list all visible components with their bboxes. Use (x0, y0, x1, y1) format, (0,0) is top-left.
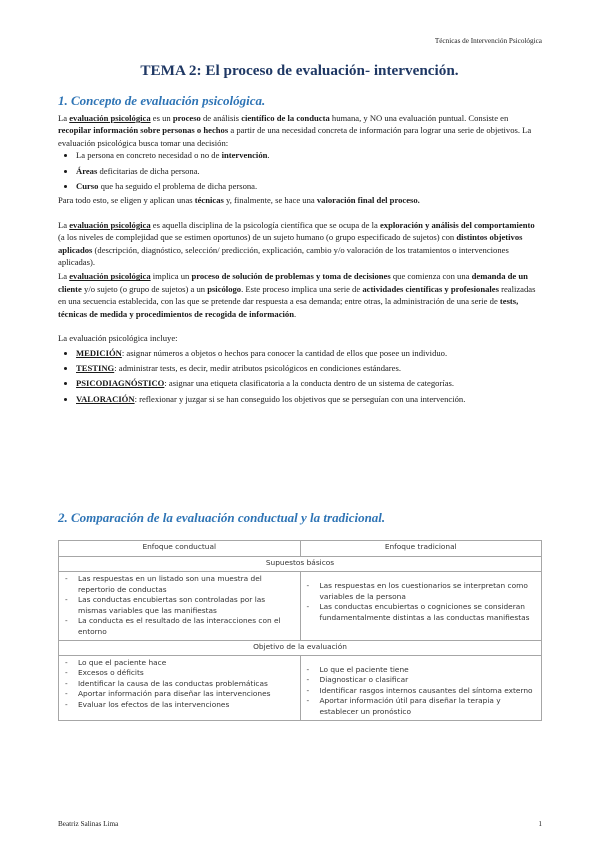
group-title: Objetivo de la evaluación (59, 640, 542, 655)
table-cell (300, 572, 542, 641)
running-header: Técnicas de Intervención Psicológica (434, 37, 542, 45)
table-header-row (59, 541, 542, 557)
section-1-body (58, 112, 542, 405)
footer-author: Beatriz Salinas Lima (58, 820, 119, 828)
paragraph-2: Para todo esto, se eligen y aplican unas técnicas y, finalmente, se hace una valoración final del proceso. (58, 195, 420, 206)
table-cell (59, 655, 301, 720)
list-item: • La persona en concreto necesidad o no de intervención. (76, 149, 542, 161)
table-group-row (59, 640, 542, 655)
list-item: • VALORACIÓN: reflexionar y juzgar si se han conseguido los objetivos que se perseguían con una intervención. (76, 393, 542, 405)
comparison-table (58, 540, 542, 721)
list-item: - Diagnosticar o clasificar (306, 675, 537, 686)
paragraph-1: La evaluación psicológica es un proceso de análisis científico de la conducta humana, y NO una evaluación puntual. Consiste en recopilar información sobre personas o hechos a partir de una necesidad concreta de información para lograr una serie de objetivos. La evaluación psicológica busca tomar una decisión: (58, 113, 532, 148)
list-item: • Áreas deficitarias de dicha persona. (76, 165, 542, 177)
decision-list (58, 149, 542, 192)
list-item: - Las respuestas en los cuestionarios se interpretan como variables de la persona (306, 581, 537, 602)
list-item: - Lo que el paciente tiene (306, 665, 537, 676)
column-header: Enfoque tradicional (300, 541, 542, 557)
includes-list (58, 347, 542, 406)
list-item: - La conducta es el resultado de las interacciones con el entorno (64, 616, 295, 637)
section-1-heading: 1. Concepto de evaluación psicológica. (58, 93, 266, 108)
column-header: Enfoque conductual (59, 541, 301, 557)
list-item: - Aportar información para diseñar las intervenciones (64, 689, 295, 700)
list-item: • Curso que ha seguido el problema de dicha persona. (76, 180, 542, 192)
paragraph-4: La evaluación psicológica implica un proceso de solución de problemas y toma de decisiones que comienza con una demanda de un cliente y/o sujeto (o grupo de sujetos) a un psicólogo. Este proceso implica una serie de actividades científicas y profesionales realizadas en una secuencia establecida, con las que se pretende dar respuesta a esa demanda; entre otras, la administración de una serie de tests, técnicas de medida y procedimientos de recogida de información. (58, 271, 536, 319)
table-row (59, 655, 542, 720)
list-item: - Excesos o déficits (64, 668, 295, 679)
list-item: • MEDICIÓN: asignar números a objetos o hechos para conocer la cantidad de ellos que posee un individuo. (76, 347, 542, 359)
list-item: - Lo que el paciente hace (64, 658, 295, 669)
paragraph-3: La evaluación psicológica es aquella disciplina de la psicología científica que se ocupa de la exploración y análisis del comportamiento (a los niveles de complejidad que se estimen oportunos) de un sujeto humano (o grupo especificado de sujetos) con distintos objetivos aplicados (descripción, diagnóstico, selección/ predicción, explicación, cambio y/o valoración de los tratamientos o intervenciones aplicadas). (58, 219, 535, 268)
list-item: - Evaluar los efectos de las intervenciones (64, 700, 295, 711)
list-item: - Identificar la causa de las conductas problemáticas (64, 679, 295, 690)
list-item: • PSICODIAGNÓSTICO: asignar una etiqueta clasificatoria a la conducta dentro de un sistema de categorías. (76, 377, 542, 389)
page-number: 1 (538, 820, 542, 828)
list-item: - Aportar información útil para diseñar la terapia y establecer un pronóstico (306, 696, 537, 717)
list-item: • TESTING: administrar tests, es decir, medir atributos psicológicos en condiciones estándares. (76, 362, 542, 374)
list-item: - Identificar rasgos internos causantes del síntoma externo (306, 686, 537, 697)
group-title: Supuestos básicos (59, 557, 542, 572)
table-cell (300, 655, 542, 720)
page-title: TEMA 2: El proceso de evaluación- intervención. (140, 62, 459, 79)
paragraph-5: La evaluación psicológica incluye: (58, 333, 178, 344)
list-item: - Las respuestas en un listado son una muestra del repertorio de conductas (64, 574, 295, 595)
section-2-heading: 2. Comparación de la evaluación conductual y la tradicional. (58, 510, 386, 525)
table-row (59, 572, 542, 641)
list-item: - Las conductas encubiertas son controladas por las mismas variables que las manifiestas (64, 595, 295, 616)
table-cell (59, 572, 301, 641)
table-group-row (59, 557, 542, 572)
list-item: - Las conductas encubiertas o cogniciones se consideran fundamentalmente distintas a las conductas manifiestas (306, 602, 537, 623)
